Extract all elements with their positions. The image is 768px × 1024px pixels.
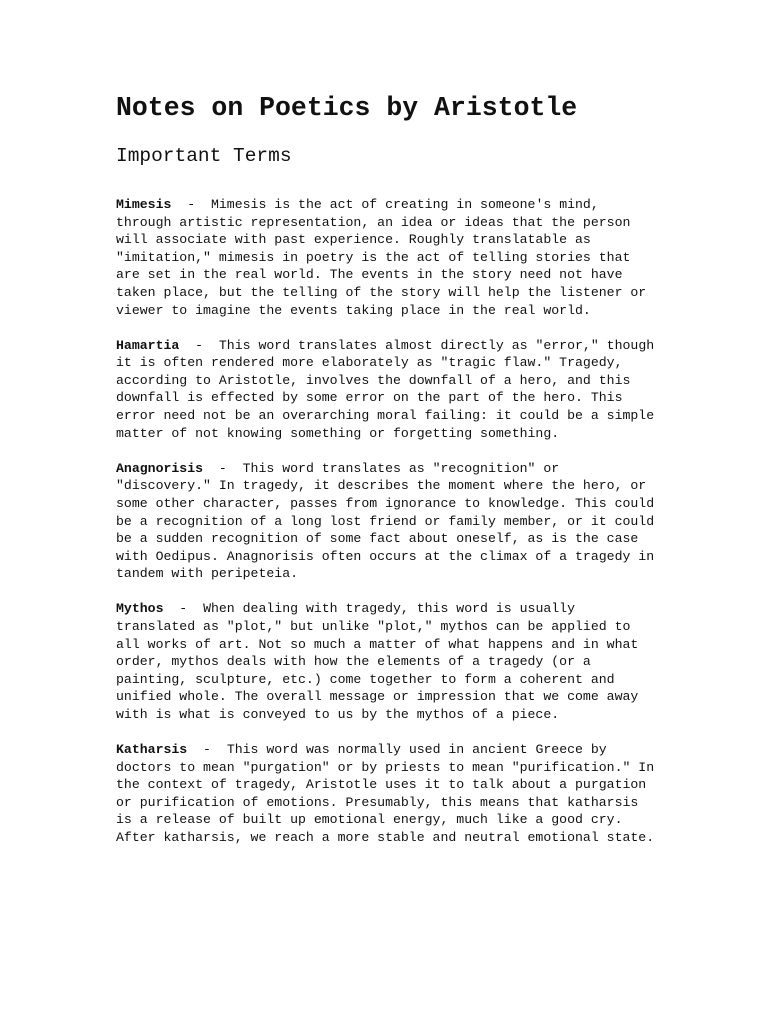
term-name: Anagnorisis	[116, 460, 204, 476]
term-name: Mythos	[116, 601, 164, 617]
document-title: Notes on Poetics by Aristotle	[116, 93, 578, 123]
term-separator: -	[179, 337, 219, 353]
term-entry-mythos	[116, 600, 661, 723]
term-separator: -	[203, 460, 243, 476]
term-definition: This word translates almost directly as "error," though it is often rendered more elaborately as "tragic flaw." Tragedy, according to Aristotle, involves the downfall of a hero, and this downfall is effected by some error on the part of the hero. This error need not be an overarching moral failing: it could be a simple matter of not knowing something or forgetting something.	[116, 337, 655, 441]
term-entry-anagnorisis	[116, 460, 661, 583]
term-definition: This word was normally used in ancient Greece by doctors to mean "purgation" or by priests to mean "purification." In the context of tragedy, Aristotle uses it to talk about a purgation or purification of emotions. Presumably, this means that katharsis is a release of built up emotional energy, much like a good cry. After katharsis, we reach a more stable and neutral emotional state.	[116, 742, 655, 845]
term-separator: -	[163, 601, 204, 617]
term-separator: -	[187, 742, 227, 758]
term-definition: This word translates as "recognition" or "discovery." In tragedy, it describes the moment where the hero, or some other character, passes from ignorance to knowledge. This could be a recognition of a long lost friend or family member, or it could be a sudden recognition of some fact about oneself, as is the case with Oedipus. Anagnorisis often occurs at the climax of a tragedy in tandem with peripeteia.	[116, 460, 655, 582]
term-entry-hamartia	[116, 337, 661, 443]
term-name: Katharsis	[116, 742, 188, 758]
document-page	[116, 90, 661, 864]
term-separator: -	[171, 197, 211, 212]
term-definition: Mimesis is the act of creating in someone's mind, through artistic representation, an idea or ideas that the person will associate with past experience. Roughly translatable as "imitation," mimesis in poetry is the act of telling stories that are set in the real world. The events in the story need not have taken place, but the telling of the story will help the listener or viewer to imagine the events taking place in the real world.	[116, 197, 647, 318]
term-name: Hamartia	[116, 337, 180, 353]
term-name: Mimesis	[116, 197, 172, 212]
term-entry-katharsis	[116, 741, 661, 847]
term-entry-mimesis	[116, 196, 661, 319]
terms-list	[116, 196, 661, 847]
term-definition: When dealing with tragedy, this word is usually translated as "plot," but unlike "plot," mythos can be applied to all works of art. Not so much a matter of what happens and in what order, mythos deals with how the elements of a tragedy (or a painting, sculpture, etc.) come together to form a coherent and unified whole. The overall message or impression that we come away with is what is conveyed to us by the mythos of a piece.	[116, 601, 639, 722]
section-heading: Important Terms	[116, 145, 292, 167]
